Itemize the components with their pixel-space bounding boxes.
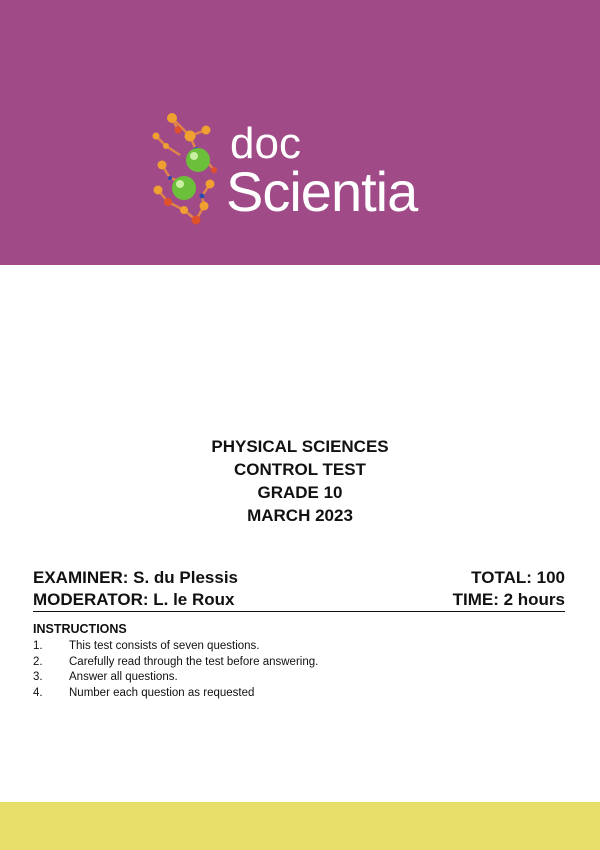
list-item — [33, 670, 318, 686]
molecule-icon — [148, 110, 228, 230]
test-title-block — [0, 435, 600, 527]
time-allowed: TIME: 2 hours — [452, 590, 565, 609]
moderator-row — [33, 589, 565, 610]
grade-label: GRADE 10 — [257, 483, 343, 502]
total-marks: TOTAL: 100 — [471, 568, 565, 587]
list-item — [33, 639, 318, 655]
item-text: Number each question as requested — [69, 686, 255, 699]
item-number: 2. — [33, 655, 43, 668]
item-number: 3. — [33, 671, 43, 683]
list-item — [33, 655, 318, 671]
item-number: 4. — [33, 686, 43, 699]
item-text: Carefully read through the test before answering. — [69, 655, 319, 668]
moderator: MODERATOR: L. le Roux — [33, 590, 235, 609]
instructions-list — [33, 639, 318, 701]
divider-line — [33, 611, 565, 612]
item-number: 1. — [33, 640, 43, 652]
test-type: CONTROL TEST — [234, 460, 366, 479]
examiner-row — [33, 567, 565, 588]
footer-banner — [0, 802, 600, 850]
list-item — [33, 686, 318, 702]
examiner: EXAMINER: S. du Plessis — [33, 568, 238, 587]
subject-title: PHYSICAL SCIENCES — [211, 437, 389, 456]
logo-word-scientia: Scientia — [226, 160, 418, 223]
test-date: MARCH 2023 — [247, 506, 353, 525]
logo-word-doc: doc — [230, 119, 301, 168]
doc-scientia-logo — [148, 110, 448, 230]
item-text: This test consists of seven questions. — [69, 640, 260, 652]
item-text: Answer all questions. — [69, 671, 178, 683]
instructions-heading: INSTRUCTIONS — [33, 622, 127, 636]
header-banner — [0, 0, 600, 265]
